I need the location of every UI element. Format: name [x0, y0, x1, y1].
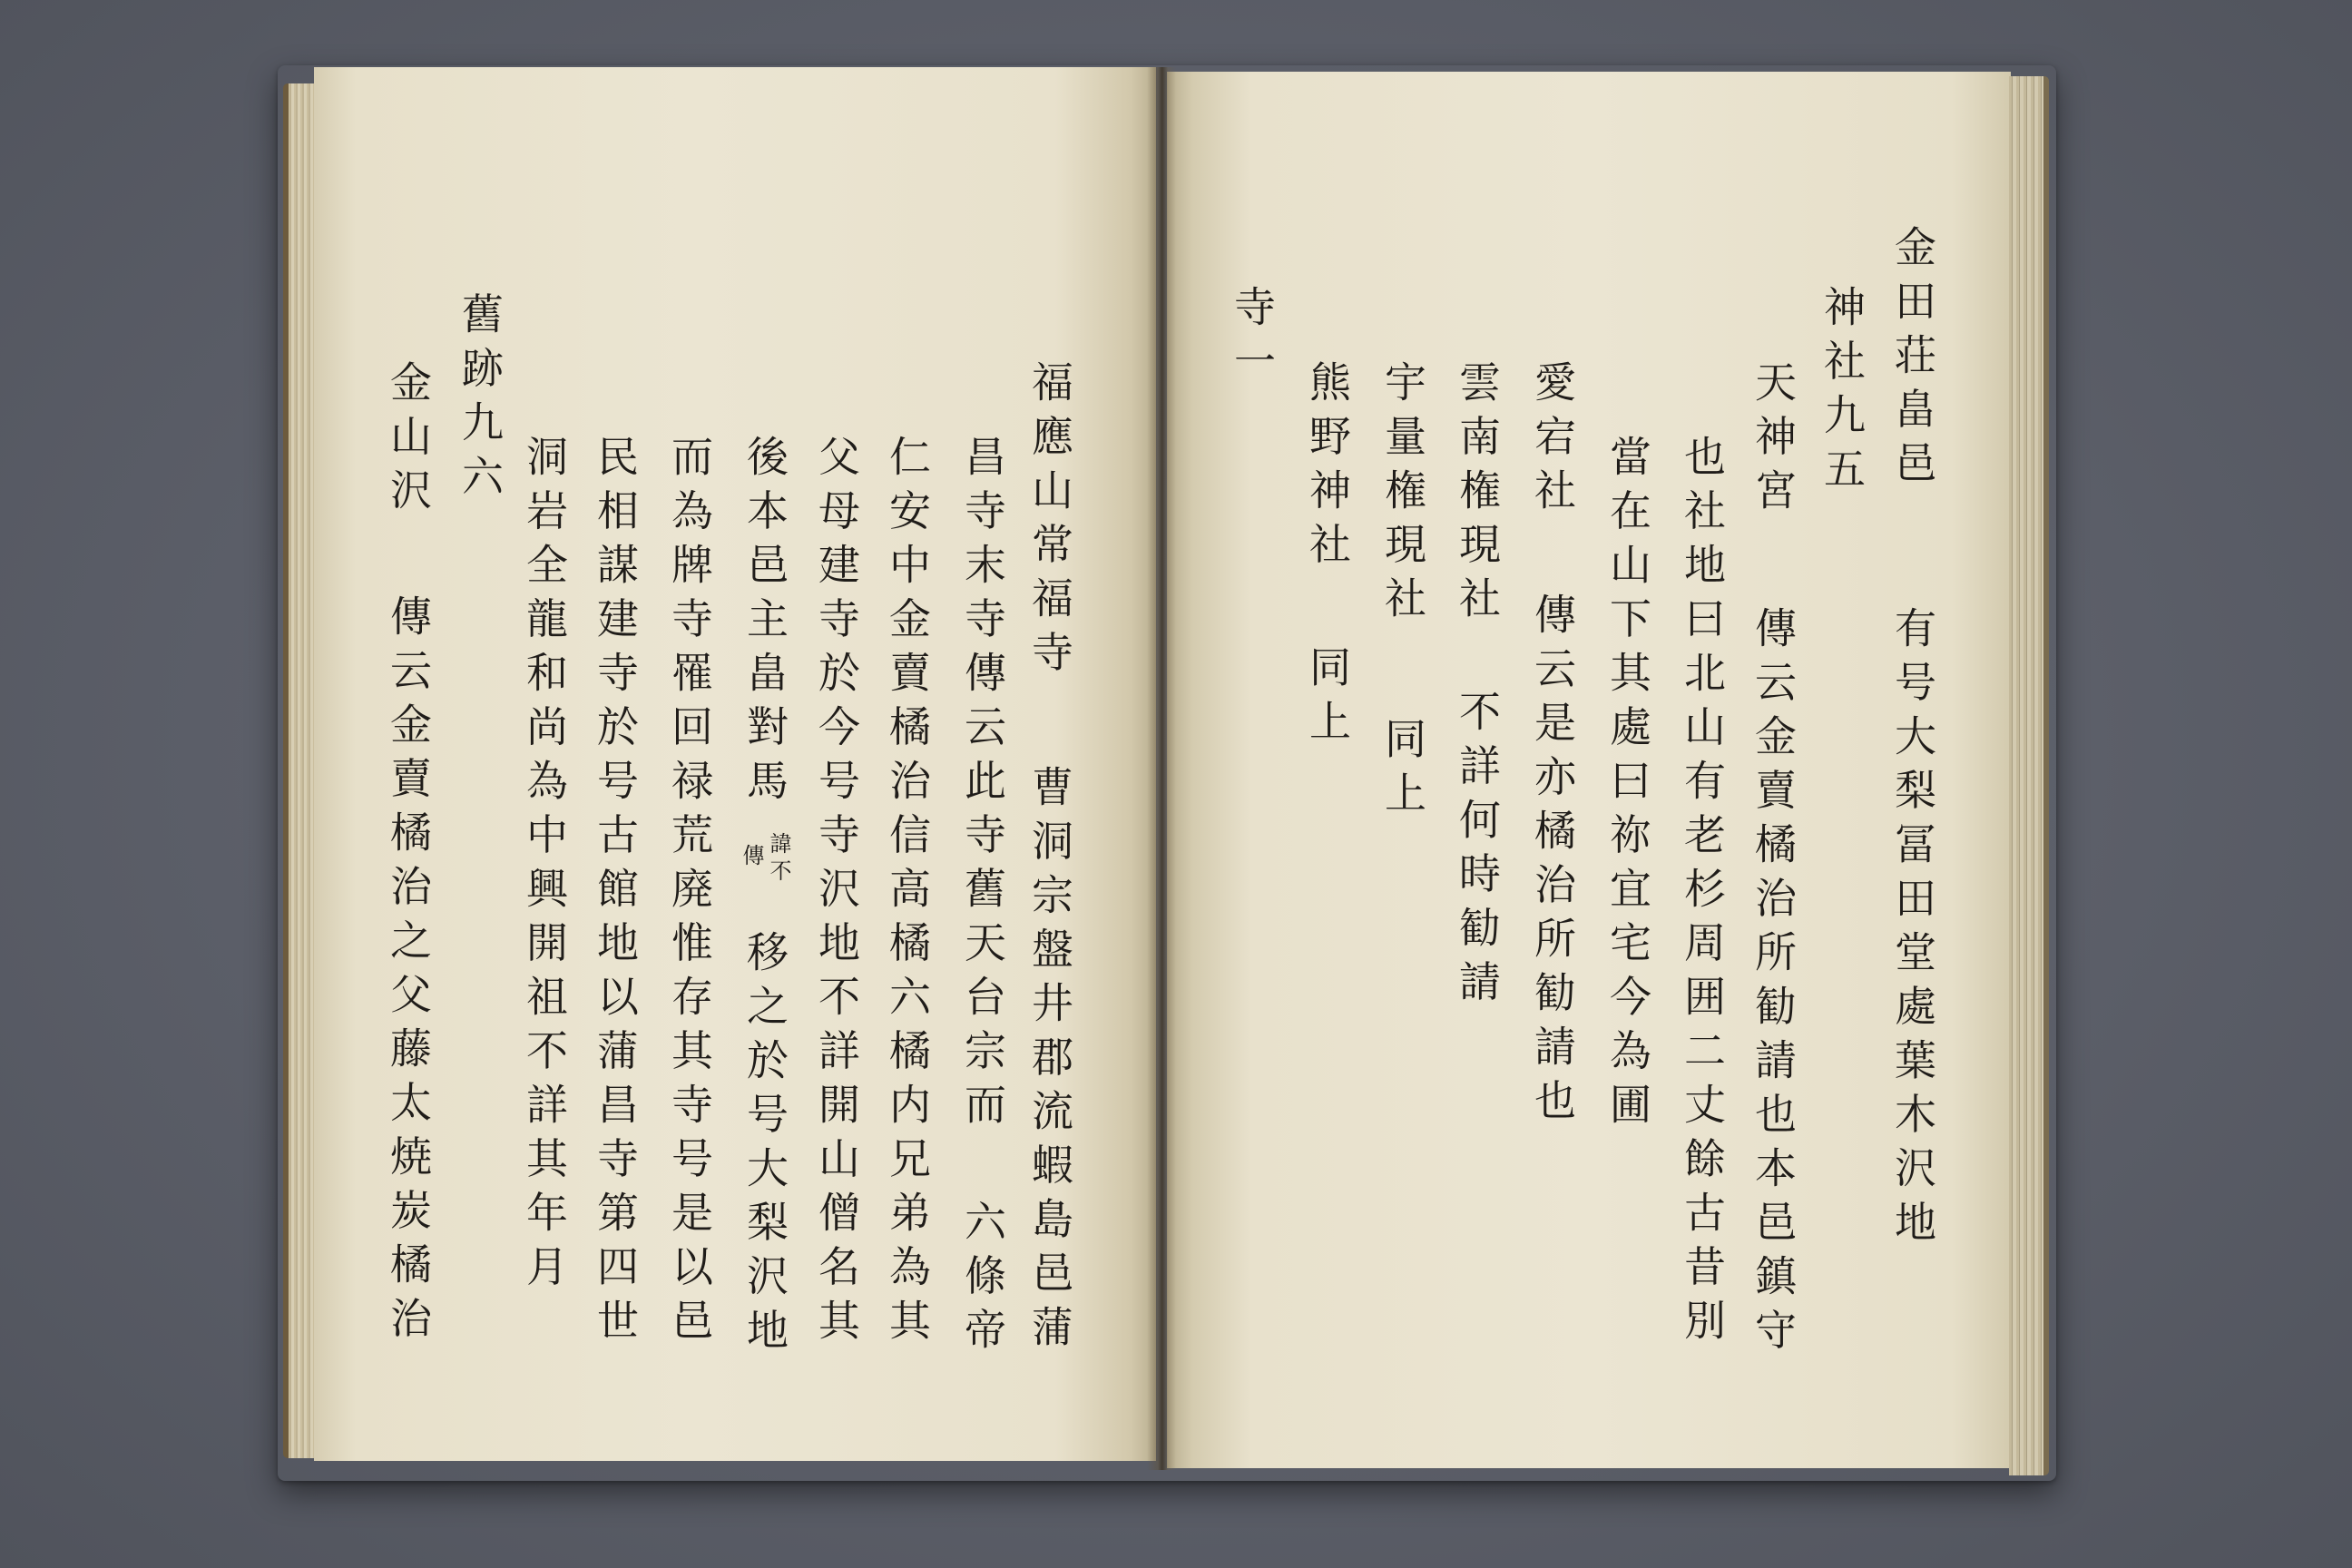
text-column: 同上	[1378, 717, 1427, 825]
text-column: 仁安中金賣橘治信高橘六橘内兄弟為其	[883, 435, 932, 1353]
interlinear-note: 諱不	[766, 832, 791, 887]
text-column-heading: 金田荘畠邑	[1888, 225, 1937, 495]
text-column: 傳云金賣橘治之父藤太焼炭橘治	[384, 594, 433, 1350]
text-column: 六條帝	[958, 1200, 1007, 1362]
interlinear-note: 傳	[739, 844, 764, 871]
text-column-heading: 舊跡九六	[456, 292, 505, 508]
text-column: 民相謀建寺於号古館地以蒲昌寺第四世	[591, 435, 640, 1353]
text-column: 有号大梨冨田堂處葉木沢地	[1888, 606, 1937, 1254]
text-column-heading: 熊野神社	[1303, 360, 1352, 576]
text-column: 曹洞宗盤井郡流蝦島邑蒲	[1025, 765, 1074, 1359]
text-column: 傳云是亦橘治所勧請也	[1528, 593, 1577, 1132]
text-column: 傳云金賣橘治所勧請也本邑鎮守	[1749, 606, 1798, 1362]
text-column: 洞岩全龍和尚為中興開祖不詳其年月	[520, 435, 569, 1298]
text-column-heading: 寺一	[1228, 285, 1277, 393]
text-column: 不詳何時勧請	[1453, 690, 1502, 1014]
text-column-heading: 福應山常福寺	[1025, 360, 1074, 684]
text-column-heading: 天神宮	[1749, 360, 1798, 523]
text-column: 也社地曰北山有老杉周囲二丈餘古昔別	[1678, 435, 1727, 1353]
text-column: 同上	[1303, 645, 1352, 753]
text-column-heading: 愛宕社	[1528, 360, 1577, 523]
text-column-heading: 雲南権現社	[1453, 360, 1502, 631]
text-column: 而為牌寺罹回禄荒廃惟存其寺号是以邑	[665, 435, 714, 1353]
text-column: 父母建寺於今号寺沢地不詳開山僧名其	[812, 435, 861, 1353]
text-column-heading: 神社九五	[1818, 285, 1867, 501]
text-column-heading: 金山沢	[384, 360, 433, 523]
text-column-heading: 宇量権現社	[1378, 360, 1427, 631]
text-column: 昌寺末寺傳云此寺舊天台宗而	[958, 435, 1007, 1137]
text-column: 後本邑主畠對馬	[740, 435, 789, 813]
text-column: 移之於号大梨沢地	[740, 930, 789, 1362]
text-column: 當在山下其處曰祢宜宅今為圃	[1603, 435, 1652, 1137]
